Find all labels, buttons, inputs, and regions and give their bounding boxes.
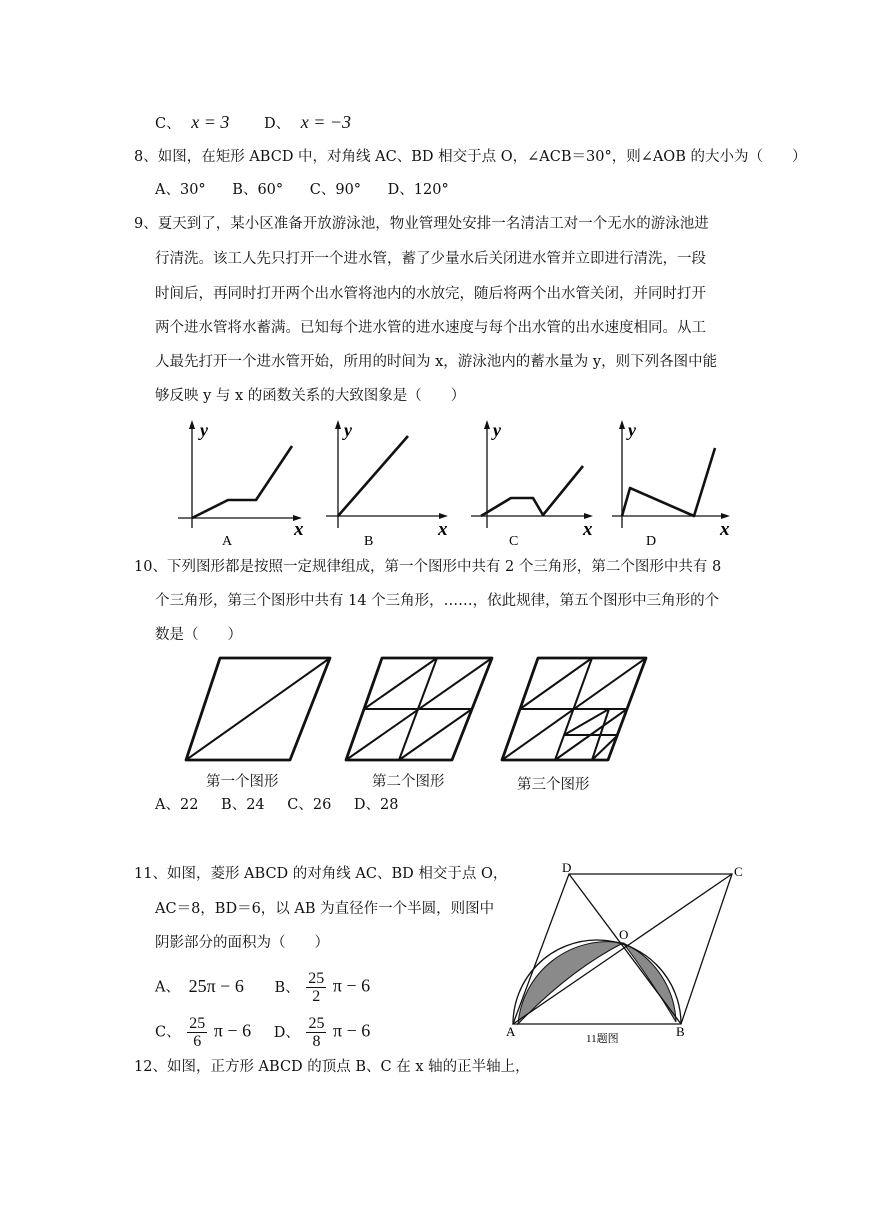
- q11-option-c-numerator: 25: [189, 1015, 206, 1032]
- q9-graph-b-caption: B: [364, 534, 374, 549]
- q10-options: [155, 795, 421, 815]
- q11-option-c-label: C、: [155, 1024, 181, 1041]
- q11-option-b-denominator: 2: [312, 988, 321, 1005]
- q11-line-3: 阴影部分的面积为（ ）: [155, 935, 329, 951]
- q9-graph-c-y-label: y: [493, 420, 501, 440]
- q9-graph-c-x-label: x: [583, 519, 593, 540]
- q9-graph-d: [604, 418, 744, 548]
- q11-figure-caption: 11题图: [586, 1033, 619, 1045]
- q10-figure-3-caption: 第三个图形: [517, 777, 590, 793]
- q10-line-2: 个三角形，第三个图形中共有 14 个三角形，……，依此规律，第五个图形中三角形的个: [155, 593, 720, 609]
- q11-shaded-left: [518, 942, 623, 1024]
- q11-option-a-label: A、: [155, 979, 180, 996]
- q11-line-1: 11、如图，菱形 ABCD 的对角线 AC、BD 相交于点 O，: [134, 866, 508, 882]
- q11-option-c-tail: π − 6: [213, 1020, 252, 1041]
- q9-line-2: 行清洗。该工人先只打开一个进水管，蓄了少量水后关闭进水管并立即进行清洗，一段: [155, 251, 706, 267]
- q9-line-4: 两个进水管将水蓄满。已知每个进水管的进水速度与每个出水管的出水速度相同。从工: [155, 320, 706, 336]
- q10-option-c: C、26: [287, 797, 332, 813]
- q9-graph-a-y-label: y: [200, 420, 208, 440]
- q8-option-c: C、90°: [309, 182, 362, 198]
- q11-option-d-denominator: 8: [312, 1033, 321, 1050]
- q10-figure-2: [340, 653, 500, 768]
- q11-point-c: C: [734, 864, 743, 879]
- q11-option-b-label: B、: [274, 979, 300, 996]
- q9-graph-a: [170, 418, 310, 548]
- q9-graph-b: [318, 418, 458, 548]
- q9-graph-a-caption: A: [222, 534, 233, 549]
- q9-graph-b-y-label: y: [344, 420, 352, 440]
- q10-figure-2-caption: 第二个图形: [372, 774, 445, 790]
- q11-point-a: A: [506, 1024, 516, 1039]
- q8-option-d: D、120°: [387, 182, 449, 198]
- q9-graph-d-x-label: x: [720, 519, 730, 540]
- q11-option-d-tail: π − 6: [333, 1020, 371, 1041]
- q11-option-d-numerator: 25: [308, 1015, 325, 1032]
- q9-line-3: 时间后，再同时打开两个出水管将池内的水放完，随后将两个出水管关闭，并同时打开: [155, 286, 706, 302]
- q11-option-d-fraction: [306, 1015, 326, 1050]
- q9-line-5: 人最先打开一个进水管开始，所用的时间为 x，游泳池内的蓄水量为 y，则下列各图中能: [155, 354, 718, 370]
- q8-option-b: B、60°: [232, 182, 284, 198]
- q11-option-b-tail: π − 6: [332, 975, 371, 996]
- q9-graph-b-x-label: x: [438, 519, 448, 540]
- q7-option-d-label: D、: [263, 116, 291, 132]
- q11-option-b-fraction: [306, 970, 326, 1005]
- q10-option-d: D、28: [353, 797, 399, 813]
- q10-figure-1-caption: 第一个图形: [206, 774, 279, 790]
- q9-line-6: 够反映 y 与 x 的函数关系的大致图象是（ ）: [155, 388, 466, 404]
- q10-option-b: B、24: [221, 797, 265, 813]
- q10-option-a: A、22: [155, 797, 199, 813]
- q10-line-3: 数是（ ）: [155, 627, 242, 643]
- q10-figure-1: [180, 653, 340, 768]
- q11-point-d: D: [562, 860, 572, 875]
- q11-option-b-numerator: 25: [308, 970, 325, 987]
- q11-option-c-fraction: [187, 1015, 207, 1050]
- q11-options-row-1: [155, 970, 370, 1005]
- q11-option-a-expr: 25π − 6: [188, 975, 244, 996]
- q9-graph-c: [463, 418, 603, 548]
- q9-graph-d-y-label: y: [628, 420, 636, 440]
- q7-option-d-expr: x = −3: [300, 112, 352, 132]
- q11-option-c-denominator: 6: [193, 1033, 202, 1050]
- q11-point-b: B: [676, 1024, 685, 1039]
- q11-options-row-2: [155, 1015, 370, 1050]
- q12-stem: 12、如图，正方形 ABCD 的顶点 B、C 在 x 轴的正半轴上，: [134, 1059, 530, 1075]
- q8-stem: 8、如图，在矩形 ABCD 中，对角线 AC、BD 相交于点 O，∠ACB＝30°，则∠AOB 的大小为（ ）: [134, 149, 807, 165]
- q11-option-d-label: D、: [273, 1024, 300, 1041]
- q7-option-c-label: C、: [155, 116, 181, 132]
- q9-graph-d-caption: D: [646, 534, 657, 549]
- q9-graph-a-x-label: x: [294, 519, 304, 540]
- q7-options: [155, 112, 351, 134]
- q11-point-o: O: [619, 927, 629, 942]
- q9-graph-c-caption: C: [509, 534, 519, 549]
- q10-figure-3: [496, 653, 656, 768]
- q8-option-a: A、30°: [155, 182, 206, 198]
- q9-line-1: 9、夏天到了，某小区准备开放游泳池，物业管理处安排一名清洁工对一个无水的游泳池进: [134, 216, 709, 232]
- q8-options: [155, 180, 471, 200]
- q10-line-1: 10、下列图形都是按照一定规律组成，第一个图形中共有 2 个三角形，第二个图形中共有 8: [134, 559, 722, 575]
- q7-option-c-expr: x = 3: [191, 112, 230, 132]
- q11-line-2: AC＝8，BD＝6，以 AB 为直径作一个半圆，则图中: [155, 901, 495, 917]
- q11-figure: [500, 858, 760, 1058]
